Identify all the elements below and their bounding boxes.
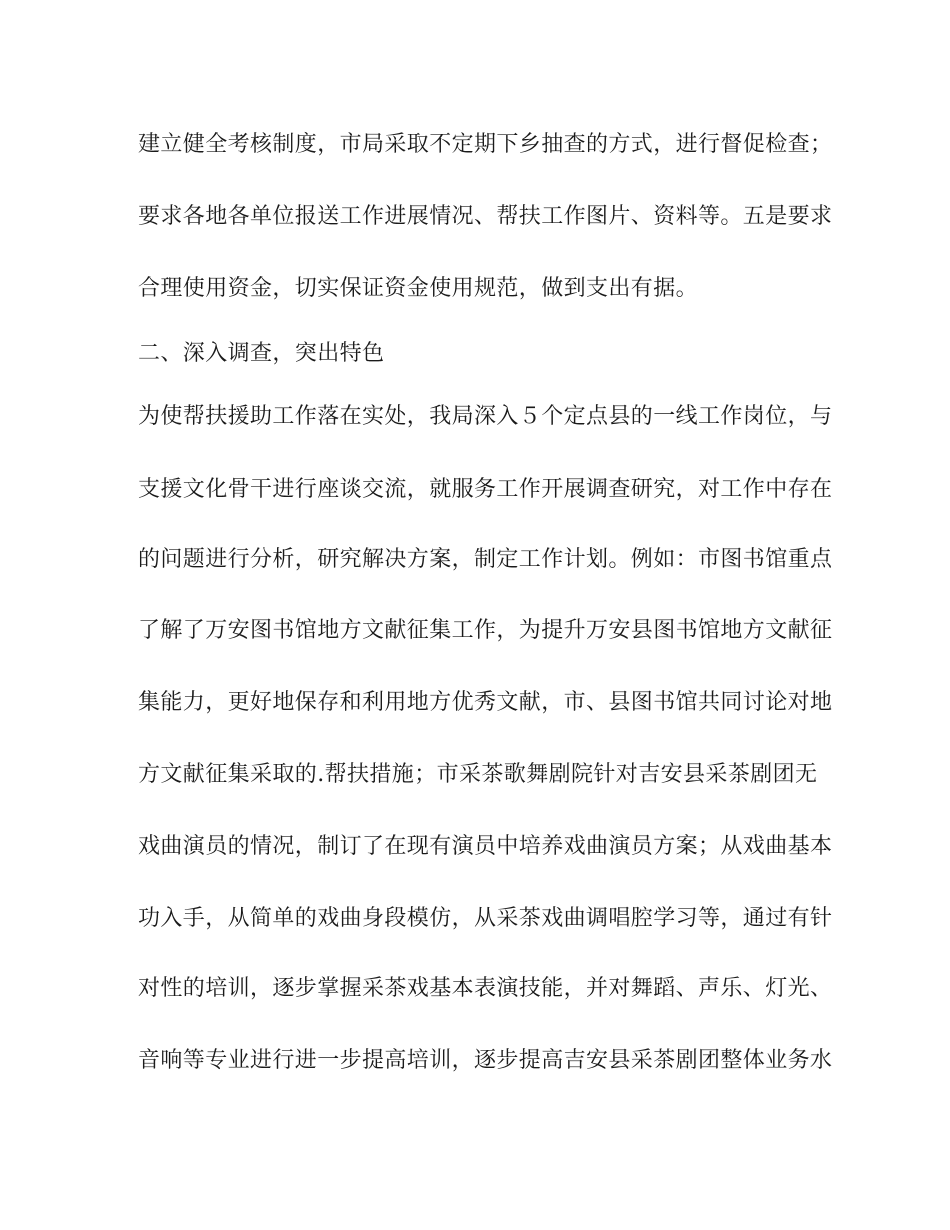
text-line-5: 为使帮扶援助工作落在实处，我局深入５个定点县的一线工作岗位，与 — [138, 404, 833, 429]
text-line-6: 支援文化骨干进行座谈交流，就服务工作开展调查研究，对工作中存在 — [138, 477, 833, 502]
text-line-13: 对性的培训，逐步掌握采茶戏基本表演技能，并对舞蹈、声乐、灯光、 — [138, 976, 833, 1001]
text-line-2: 要求各地各单位报送工作进展情况、帮扶工作图片、资料等。五是要求 — [138, 204, 833, 229]
text-line-1: 建立健全考核制度，市局采取不定期下乡抽查的方式，进行督促检查； — [138, 132, 833, 157]
text-line-3: 合理使用资金，切实保证资金使用规范，做到支出有据。 — [138, 276, 699, 301]
text-line-8: 了解了万安图书馆地方文献征集工作，为提升万安县图书馆地方文献征 — [138, 618, 833, 643]
text-line-11: 戏曲演员的情况，制订了在现有演员中培养戏曲演员方案；从戏曲基本 — [138, 834, 833, 859]
text-line-14: 音响等专业进行进一步提高培训，逐步提高吉安县采茶剧团整体业务水 — [138, 1048, 833, 1073]
text-line-7: 的问题进行分析，研究解决方案，制定工作计划。例如：市图书馆重点 — [138, 547, 833, 572]
text-line-10: 方文献征集采取的.帮扶措施；市采茶歌舞剧院针对吉安县采茶剧团无 — [138, 762, 818, 787]
text-line-12: 功入手，从简单的戏曲身段模仿，从采茶戏曲调唱腔学习等，通过有针 — [138, 906, 833, 931]
text-line-9: 集能力，更好地保存和利用地方优秀文献，市、县图书馆共同讨论对地 — [138, 690, 833, 715]
section-heading: 二、深入调查，突出特色 — [138, 341, 385, 366]
